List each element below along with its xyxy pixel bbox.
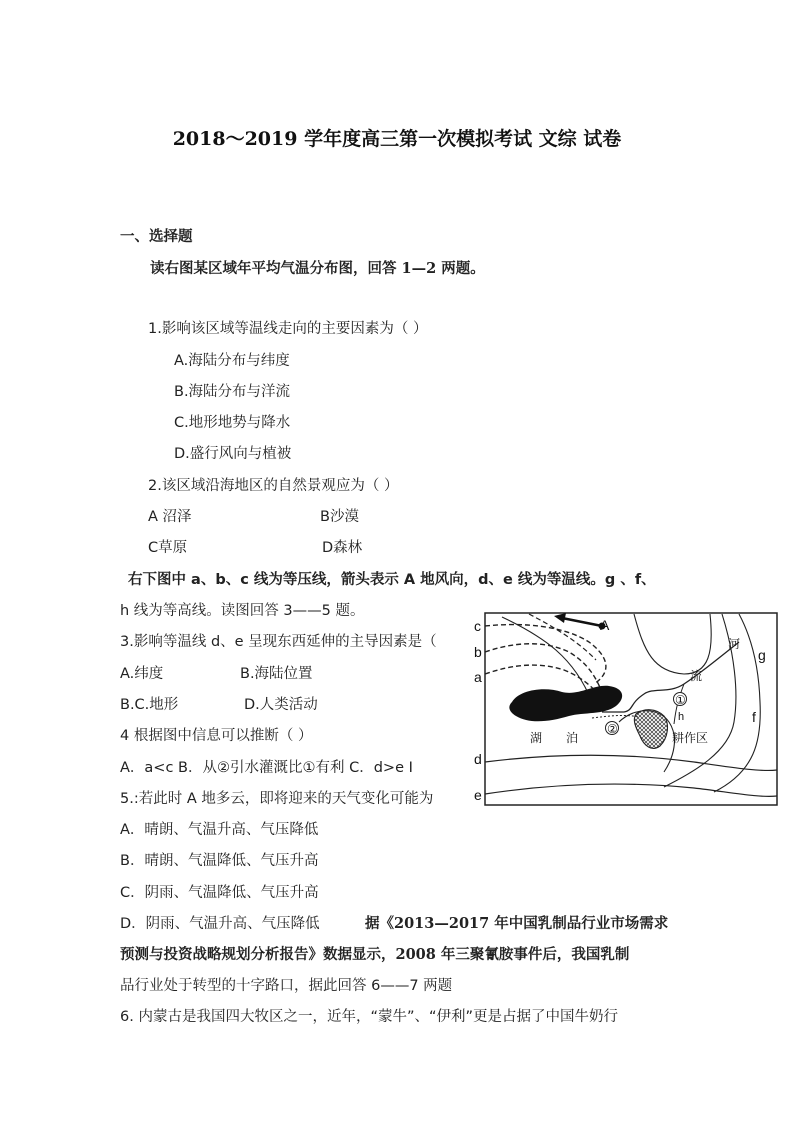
section-heading: 一、选择题: [120, 229, 193, 245]
q5-option-c: C．阴雨、气温降低、气压升高: [120, 885, 319, 901]
label-h: h: [678, 711, 685, 723]
label-b: b: [474, 644, 482, 660]
label-lake-1: 湖: [530, 731, 543, 745]
q1-stem: 1.影响该区域等温线走向的主要因素为（ ）: [148, 321, 428, 337]
q5-option-b: B．晴朗、气温降低、气压升高: [120, 853, 319, 869]
page-title: 2018～2019 学年度高三第一次模拟考试 文综 试卷: [172, 128, 622, 150]
q2-option-d: D森林: [322, 540, 363, 556]
label-circle-2: ②: [607, 722, 618, 736]
label-g: g: [758, 647, 766, 663]
q4-stem: 4 根据图中信息可以推断（ ）: [120, 728, 313, 744]
intro-q1-2: 读右图某区域年平均气温分布图，回答 1—2 两题。: [150, 260, 485, 277]
label-a: a: [474, 669, 482, 685]
q1-option-b: B.海陆分布与洋流: [174, 384, 291, 400]
q1-option-d: D.盛行风向与植被: [174, 446, 292, 462]
q3-option-c: B.C.地形: [120, 697, 179, 713]
intro-q6-7-line3: 品行业处于转型的十字路口，据此回答 6——7 两题: [120, 978, 453, 994]
q3-stem: 3.影响等温线 d、e 呈现东西延伸的主导因素是（: [120, 634, 437, 650]
q5-option-d: D．阴雨、气温升高、气压降低: [120, 916, 320, 932]
q5-stem: 5.:若此时 A 地多云，即将迎来的天气变化可能为: [120, 791, 434, 807]
map-figure: [474, 612, 778, 806]
label-e: e: [474, 787, 482, 803]
label-river-1: 河: [728, 637, 741, 651]
q2-stem: 2.该区域沿海地区的自然景观应为（ ）: [148, 478, 399, 494]
intro-q6-7-lead: 据《2013—2017 年中国乳制品行业市场需求: [365, 915, 669, 932]
q6-stem: 6. 内蒙古是我国四大牧区之一，近年，“蒙牛”、“伊利”更是占据了中国牛奶行: [120, 1009, 618, 1025]
q4-options: A．a<c B．从②引水灌溉比①有利 C．d>e I: [120, 760, 413, 776]
q2-option-a: A 沼泽: [148, 509, 192, 525]
intro-q3-5-line1: 右下图中 a、b、c 线为等压线，箭头表示 A 地风向，d、e 线为等温线。g 、f、: [128, 572, 656, 588]
q3-option-b: B.海陆位置: [240, 666, 313, 682]
q3-option-d: D.人类活动: [244, 697, 318, 713]
label-river-2: 流: [690, 669, 703, 683]
label-farmland: 耕作区: [672, 731, 709, 745]
label-lake-2: 泊: [566, 731, 579, 745]
intro-q3-5-line2: h 线为等高线。读图回答 3——5 题。: [120, 603, 365, 619]
label-d: d: [474, 751, 482, 767]
q2-option-b: B沙漠: [320, 509, 359, 525]
label-A: A: [600, 617, 610, 633]
label-circle-1: ①: [675, 693, 686, 707]
intro-q6-7-line2: 预测与投资战略规划分析报告》数据显示，2008 年三聚氰胺事件后，我国乳制: [120, 946, 630, 963]
q5-option-a: A．晴朗、气温升高、气压降低: [120, 822, 319, 838]
q1-option-a: A.海陆分布与纬度: [174, 353, 290, 369]
label-c: c: [474, 618, 481, 634]
q3-option-a: A.纬度: [120, 666, 164, 682]
label-f: f: [752, 709, 756, 725]
q1-option-c: C.地形地势与降水: [174, 415, 291, 431]
q2-option-c: C草原: [148, 540, 188, 556]
